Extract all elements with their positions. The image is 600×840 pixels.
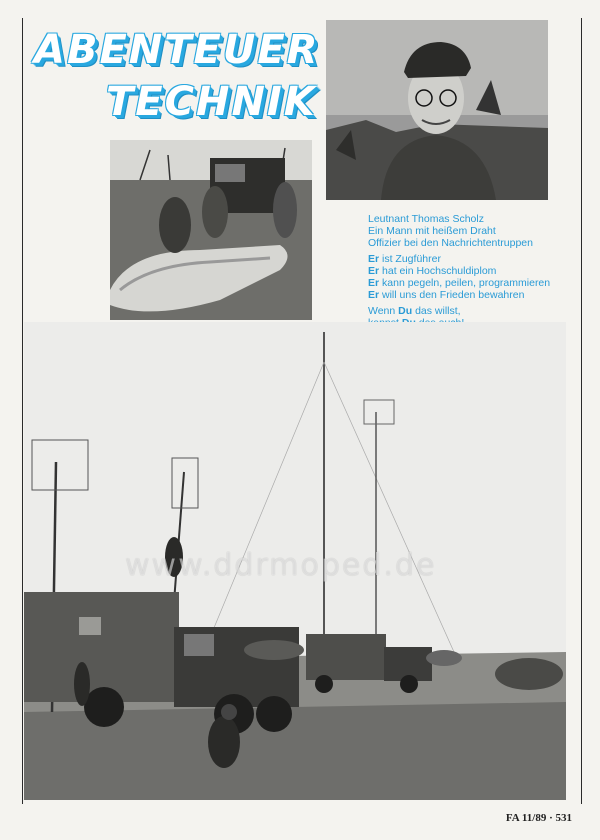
caption-er-line: Er hat ein Hochschuldiplom	[368, 265, 497, 277]
raft-truck-photo	[110, 140, 312, 320]
caption-intro-1: Leutnant Thomas Scholz	[368, 213, 484, 225]
caption-intro-3: Offizier bei den Nachrichtentruppen	[368, 237, 533, 249]
caption-text	[368, 213, 578, 333]
caption-er-line: Er ist Zugführer	[368, 253, 441, 265]
caption-closing-line: Wenn Du das willst,	[368, 305, 461, 317]
portrait-photo	[326, 20, 548, 200]
caption-intro-2: Ein Mann mit heißem Draht	[368, 225, 496, 237]
page-footer: FA 11/89 · 531	[505, 812, 572, 824]
headline-line-1: ABENTEUER	[34, 27, 320, 73]
watermark: www.ddrmoped.de	[125, 548, 437, 583]
caption-er-line: Er kann pegeln, peilen, programmieren	[368, 277, 551, 289]
caption-er-line: Er will uns den Frieden bewahren	[368, 289, 525, 301]
headline-line-2: TECHNIK	[106, 79, 317, 125]
